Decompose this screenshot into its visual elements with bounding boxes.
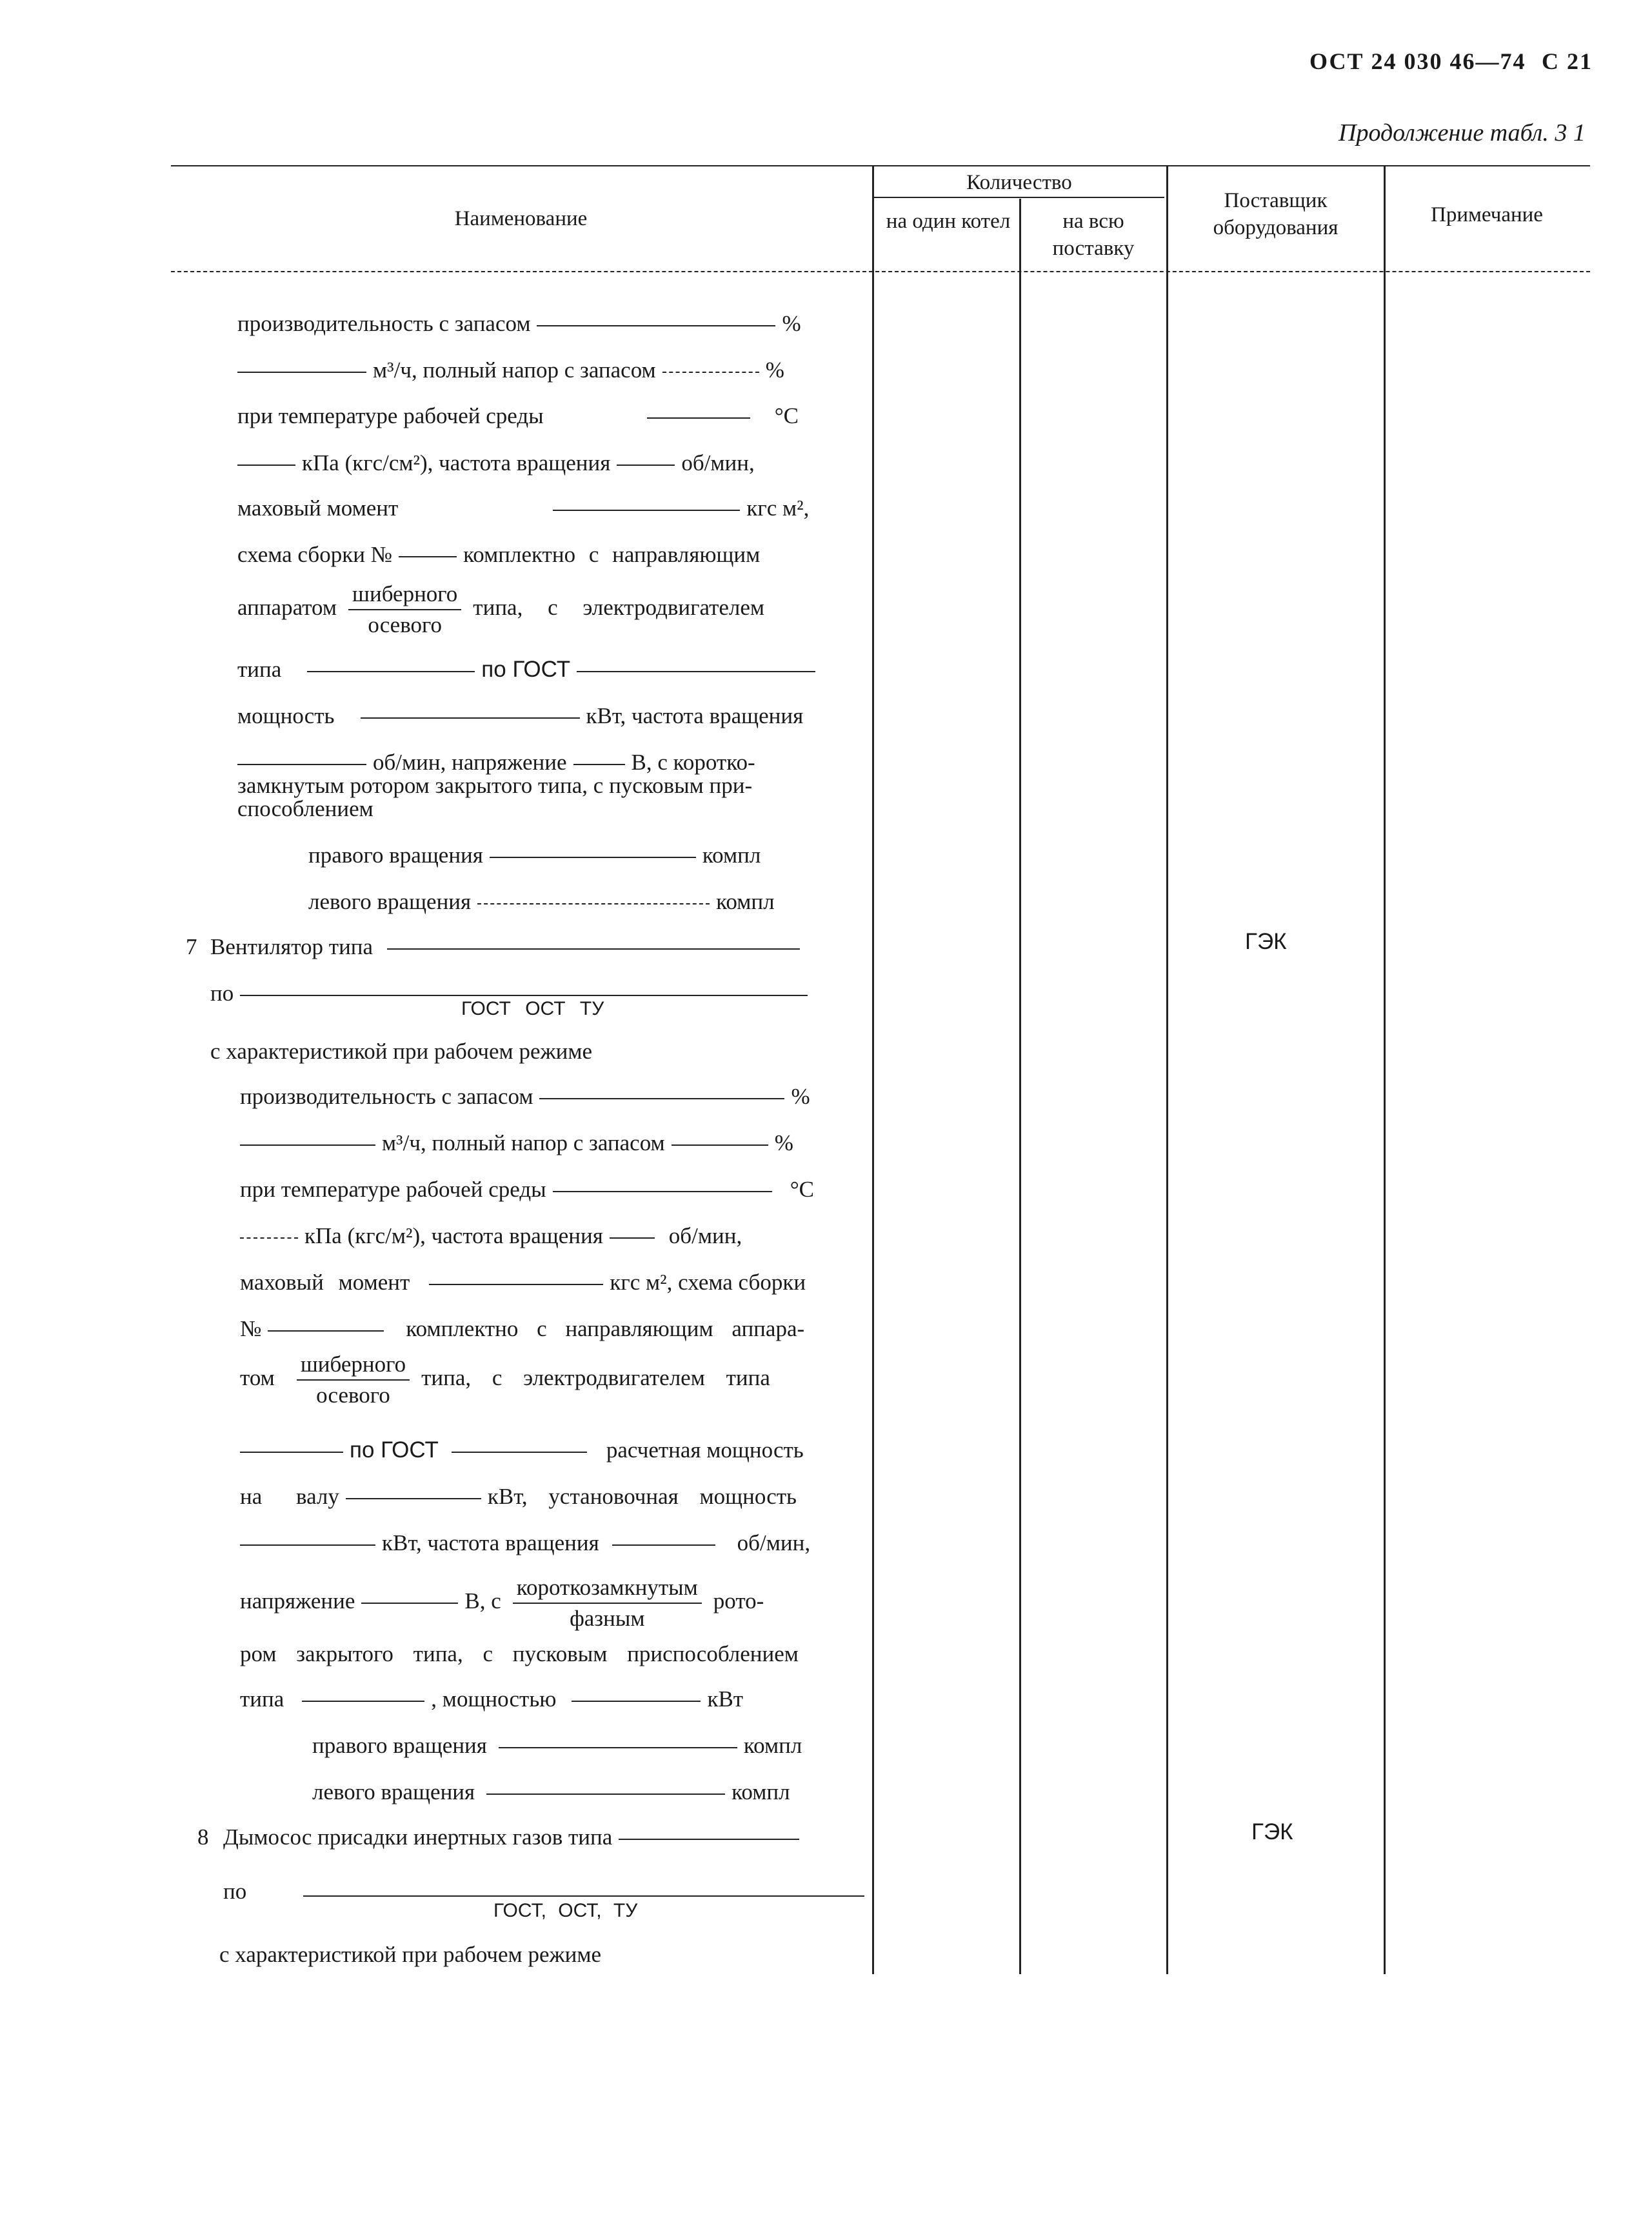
column-header-name: Наименование (454, 207, 588, 230)
row-rotor: замкнутым ротором закрытого типа, с пусковым при- (237, 773, 753, 798)
item-7-right-rotation: правого вращения компл (312, 1733, 802, 1758)
row-type-gost: типа по ГОСТ (237, 655, 822, 684)
item-8-title: Дымосос присадки инертных газов типа (223, 1823, 806, 1852)
row-assembly-scheme: схема сборки № комплектно с направляющим (237, 542, 761, 567)
item-7-left-rotation: левого вращения компл (312, 1779, 790, 1804)
row-flywheel-moment: маховый момент кгс м², (237, 495, 810, 521)
item-7-title: Вентилятор типа (210, 933, 806, 961)
row-power: мощность кВт, частота вращения (237, 703, 804, 728)
item-7-gost-power: по ГОСТ расчетная мощность (240, 1436, 804, 1464)
item-7-shaft-power: на валу кВт, установочная мощность (240, 1484, 797, 1509)
item-7-voltage: напряжение В, с $\frac{\text{короткозамкнутым}}{\text{фазным}}$ рото- (240, 1573, 764, 1634)
item-8-supplier: ГЭК (1251, 1819, 1293, 1844)
item-7-capacity: производительность с запасом % (240, 1084, 810, 1109)
item-7-pressure-speed: кПа (кгс/м²), частота вращения об/мин, (240, 1222, 742, 1250)
row-left-rotation: левого вращения компл (308, 889, 775, 914)
page-number: С 21 (1542, 48, 1593, 74)
item-7-speed: кВт, частота вращения об/мин, (240, 1529, 810, 1557)
qty-subheader-rule (874, 197, 1164, 198)
item-7-standard-label: по (210, 979, 814, 1008)
item-7-flywheel-moment: маховый момент кгс м², схема сборки (240, 1270, 806, 1295)
item-7-number: 7 (186, 934, 197, 959)
column-header-qty-one-boiler: на один котел (886, 210, 1011, 233)
item-8-characteristic: с характеристикой при рабочем режиме (219, 1942, 602, 1967)
item-7-closed-rotor: ром закрытого типа, с пусковым приспособлением (240, 1641, 799, 1666)
column-header-quantity: Количество (966, 171, 1072, 194)
item-8-standard-options: ГОСТ, ОСТ, ТУ (493, 1900, 638, 1921)
row-guide-apparatus: аппаратом $\frac{\text{шиберного}}{\text{осевого}}$ типа, с электродвигателем (237, 579, 764, 640)
table-header-bottom-rule (171, 271, 1590, 272)
item-8-standard-label: по (223, 1879, 247, 1904)
column-header-qty-full-delivery: на всю поставку (1052, 210, 1135, 260)
row-capacity: производительность с запасом % (237, 311, 801, 336)
column-divider-1 (872, 166, 874, 1974)
item-7-characteristic: с характеристикой при рабочем режиме (210, 1039, 593, 1064)
table-top-rule (171, 165, 1590, 166)
item-7-flow-pressure: м³/ч, полный напор с запасом % (240, 1129, 793, 1157)
column-header-supplier: Поставщик оборудования (1213, 189, 1339, 239)
column-divider-2 (1019, 199, 1021, 1974)
item-7-guide-apparatus: том $\frac{\text{шиберного}}{\text{осевого}}$ типа, с электродвигателем типа (240, 1350, 770, 1410)
row-medium-temperature: при температуре рабочей среды °С (237, 403, 799, 428)
item-7-standard-options: ГОСТ ОСТ ТУ (461, 998, 604, 1019)
row-device: способлением (237, 796, 373, 821)
document-code: ОСТ 24 030 46—74 (1309, 48, 1526, 74)
row-right-rotation: правого вращения компл (308, 843, 761, 868)
row-flow-pressure: м³/ч, полный напор с запасом % (237, 356, 784, 385)
item-7-assembly-scheme: № комплектно с направляющим аппара- (240, 1316, 805, 1341)
column-divider-4 (1384, 166, 1386, 1974)
row-voltage: об/мин, напряжение В, с коротко- (237, 748, 755, 777)
item-7-supplier: ГЭК (1245, 929, 1287, 954)
item-8-number: 8 (197, 1824, 209, 1850)
row-pressure-speed: кПа (кгс/см²), частота вращения об/мин, (237, 449, 755, 477)
item-7-medium-temperature: при температуре рабочей среды °С (240, 1177, 815, 1202)
column-header-note: Примечание (1431, 203, 1543, 226)
column-divider-3 (1166, 166, 1168, 1974)
table-continuation-label: Продолжение табл. 3 1 (1339, 119, 1586, 146)
item-7-starter-type: типа , мощностью кВт (240, 1686, 744, 1712)
